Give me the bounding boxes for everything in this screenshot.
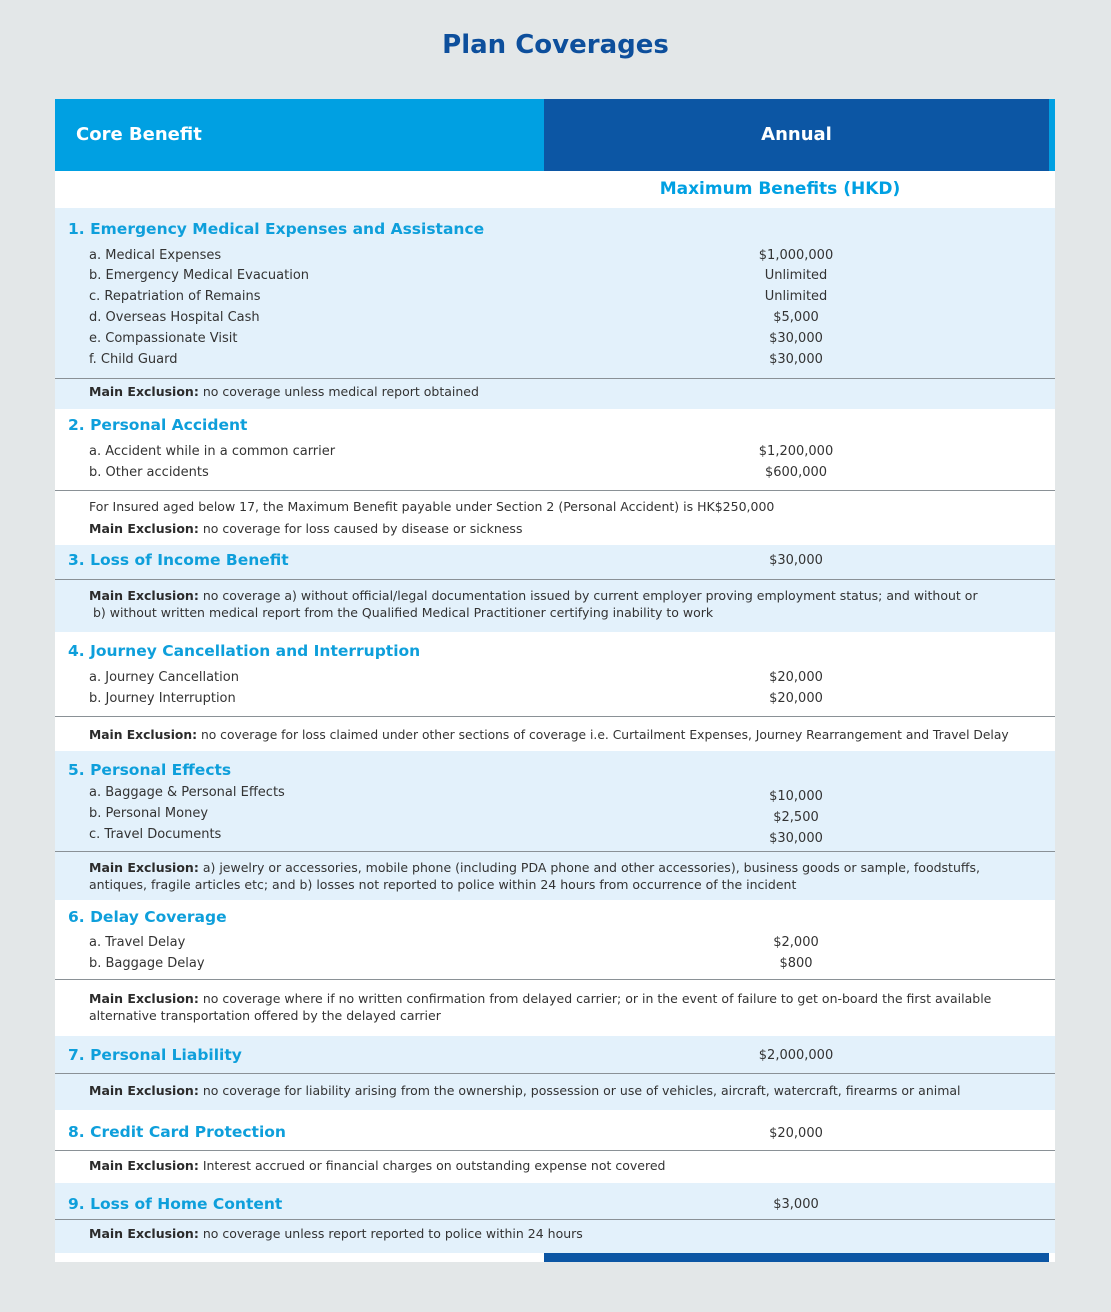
section-9-exclusion-text: no coverage unless report reported to police within 24 hours	[202, 1226, 583, 1241]
section-9-band	[55, 1183, 1055, 1253]
footer-bar	[544, 1253, 1049, 1262]
exclusion-label: Main Exclusion:	[89, 991, 199, 1006]
section-1-value-f: $30,000	[769, 352, 823, 367]
divider	[55, 1219, 1055, 1220]
section-9-value: $3,000	[773, 1197, 819, 1212]
exclusion-label: Main Exclusion:	[89, 521, 199, 536]
exclusion-label: Main Exclusion:	[89, 1226, 199, 1241]
section-5-value-a: $10,000	[769, 789, 823, 804]
section-5-item-b: b. Personal Money	[89, 806, 209, 821]
divider	[55, 979, 1055, 980]
section-5-value-b: $2,500	[773, 810, 819, 825]
section-6-value-a: $2,000	[773, 935, 819, 950]
section-3-exclusion-line1: no coverage a) without official/legal documentation issued by current employer proving employment status; and without or	[202, 588, 978, 603]
section-1-item-d: d. Overseas Hospital Cash	[89, 310, 260, 325]
section-6-exclusion-text: no coverage where if no written confirmation from delayed carrier; or in the event of failure to get on-board the first available alternative transportation offered by the delayed carrier	[89, 991, 992, 1023]
table-header	[55, 99, 1055, 171]
section-8-value: $20,000	[769, 1126, 823, 1141]
exclusion-label: Main Exclusion:	[89, 728, 198, 742]
section-2-value-a: $1,200,000	[758, 444, 834, 459]
section-3-exclusion	[89, 587, 1033, 621]
exclusion-label: Main Exclusion:	[89, 860, 199, 875]
section-7-exclusion-text: no coverage for liability arising from the ownership, possession or use of vehicles, aircraft, watercraft, firearms or animal	[202, 1083, 961, 1098]
section-6-exclusion	[89, 990, 1033, 1024]
section-1-value-c: Unlimited	[764, 289, 828, 304]
max-benefits-label: Maximum Benefits (HKD)	[659, 179, 901, 199]
coverage-table	[55, 99, 1055, 1262]
section-8-exclusion	[89, 1157, 1033, 1174]
section-2-item-b: b. Other accidents	[89, 465, 209, 480]
section-6-item-b: b. Baggage Delay	[89, 956, 205, 971]
exclusion-label: Main Exclusion:	[89, 384, 199, 399]
header-edge-stripe	[1049, 99, 1055, 171]
divider	[55, 851, 1055, 852]
section-8-title: 8. Credit Card Protection	[68, 1123, 286, 1141]
core-benefit-header	[55, 99, 544, 171]
section-3-exclusion-line2: b) without written medical report from the Qualified Medical Practitioner certifying inability to work	[92, 605, 714, 620]
divider	[55, 490, 1055, 491]
section-7-title: 7. Personal Liability	[68, 1046, 242, 1064]
section-1-item-f: f. Child Guard	[89, 352, 178, 367]
section-1-exclusion-text: no coverage unless medical report obtained	[202, 384, 479, 399]
exclusion-label: Main Exclusion:	[89, 588, 199, 603]
section-4-exclusion-text: no coverage for loss claimed under other sections of coverage i.e. Curtailment Expenses, Journey Rearrangement and Travel Delay	[200, 728, 1009, 742]
section-8-exclusion-text: Interest accrued or financial charges on outstanding expense not covered	[202, 1158, 666, 1173]
divider	[55, 1150, 1055, 1151]
section-4-item-b: b. Journey Interruption	[89, 691, 236, 706]
section-1-value-a: $1,000,000	[758, 248, 834, 263]
section-1-exclusion	[89, 383, 1033, 400]
section-4-item-a: a. Journey Cancellation	[89, 670, 239, 685]
exclusion-label: Main Exclusion:	[89, 1158, 199, 1173]
annual-label: Annual	[761, 124, 832, 145]
section-6-value-b: $800	[779, 956, 813, 971]
divider	[55, 1073, 1055, 1074]
section-6-item-a: a. Travel Delay	[89, 935, 186, 950]
section-1-item-b: b. Emergency Medical Evacuation	[89, 268, 310, 283]
section-5-title: 5. Personal Effects	[68, 761, 232, 779]
section-4-exclusion	[89, 727, 1033, 744]
section-2-exclusion	[89, 520, 1033, 537]
section-1-item-e: e. Compassionate Visit	[89, 331, 238, 346]
section-2-value-b: $600,000	[764, 465, 828, 480]
section-1-value-e: $30,000	[769, 331, 823, 346]
section-1-item-c: c. Repatriation of Remains	[89, 289, 261, 304]
page-title: Plan Coverages	[442, 30, 669, 60]
section-3-title: 3. Loss of Income Benefit	[68, 551, 289, 569]
section-2-exclusion-text: no coverage for loss caused by disease or sickness	[202, 521, 523, 536]
section-5-item-c: c. Travel Documents	[89, 827, 222, 842]
section-4-value-b: $20,000	[769, 691, 823, 706]
section-9-exclusion	[89, 1225, 1033, 1242]
section-5-value-c: $30,000	[769, 831, 823, 846]
section-5-exclusion-text: a) jewelry or accessories, mobile phone (including PDA phone and other accessories), business goods or sample, foodstuffs, antiques, fragile articles etc; and b) losses not reported to police within 24 hours from occurrence of the incident	[89, 860, 980, 892]
section-1-title: 1. Emergency Medical Expenses and Assistance	[68, 220, 485, 238]
divider	[55, 716, 1055, 717]
section-4-value-a: $20,000	[769, 670, 823, 685]
section-3-value: $30,000	[769, 553, 823, 568]
section-1-value-d: $5,000	[773, 310, 819, 325]
section-4-title: 4. Journey Cancellation and Interruption	[68, 642, 421, 660]
exclusion-label: Main Exclusion:	[89, 1083, 199, 1098]
section-2-title: 2. Personal Accident	[68, 416, 248, 434]
section-1-item-a: a. Medical Expenses	[89, 248, 222, 263]
core-benefit-label: Core Benefit	[76, 124, 202, 145]
annual-header	[544, 99, 1049, 171]
section-5-item-a: a. Baggage & Personal Effects	[89, 785, 285, 800]
section-2-note: For Insured aged below 17, the Maximum Benefit payable under Section 2 (Personal Accident) is HK$250,000	[89, 499, 775, 514]
section-5-exclusion	[89, 859, 1033, 893]
section-1-value-b: Unlimited	[764, 268, 828, 283]
section-6-title: 6. Delay Coverage	[68, 908, 227, 926]
section-2-item-a: a. Accident while in a common carrier	[89, 444, 336, 459]
section-7-exclusion	[89, 1082, 1033, 1099]
section-7-value: $2,000,000	[758, 1048, 834, 1063]
section-9-title: 9. Loss of Home Content	[68, 1195, 283, 1213]
